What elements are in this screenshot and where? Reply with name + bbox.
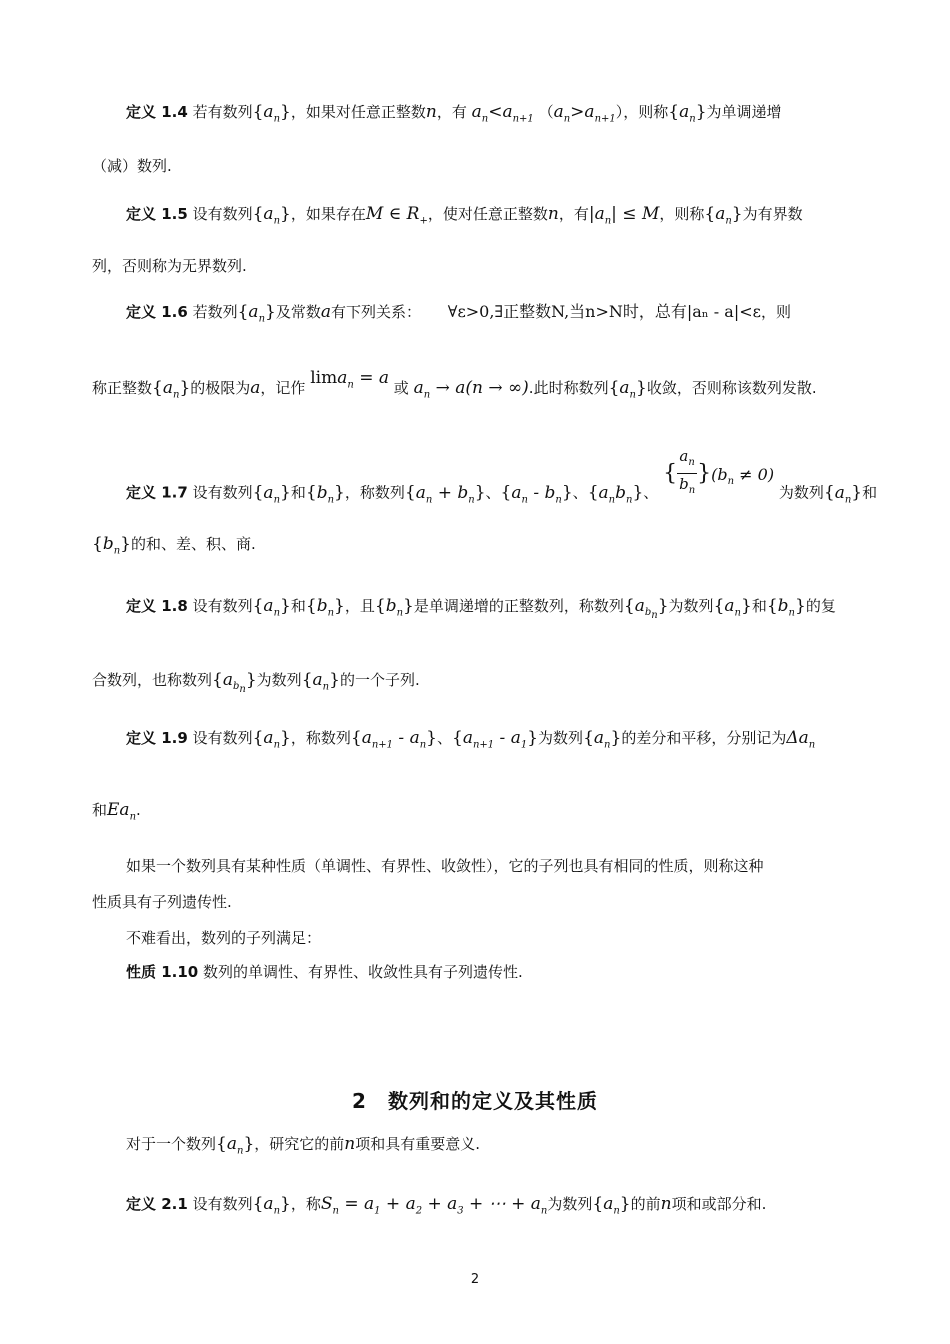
formula: $\{a_n - b_n\}$ [500,482,573,505]
def-2-1 [126,1194,766,1221]
formula: $\{a_n\}$ [301,670,340,693]
text: ，使对任意正整数 [427,205,548,223]
text: ，有 [558,205,589,223]
formula: $\{a_n\}$ [252,482,291,505]
prop-1-10 [126,962,523,982]
formula: $\Delta a_n$ [786,728,816,751]
text: 设有数列 [192,1195,253,1213]
formula: { $\frac{a_n}{b_n}$ }$(b_n \ne 0)$ [663,447,775,496]
formula: $\{a_n\}$ [608,378,647,401]
text: 和 [290,597,306,615]
text: 的一个子列. [339,671,420,689]
text: ，如果对任意正整数 [290,103,426,121]
formula: $\{a_n\}$ [237,302,276,325]
text: ，如果存在 [290,205,366,223]
formula: $\{a_n\}$ [583,728,622,751]
text: 、 [643,483,659,502]
formula: $\{a_n + b_n\}$ [404,482,486,505]
formula: n [425,102,437,122]
def-1-8-line-2 [92,670,420,700]
text: 如果一个数列具有某种性质（单调性、有界性、收敛性），它的子列也具有相同的性质，则称这种 [126,857,764,875]
text: ，研究它的前 [254,1135,345,1153]
formula: $\{a_n\}$ [713,596,752,619]
text: ，记作 [260,379,306,397]
formula: $\{a_n\}$ [668,102,707,125]
text: 为数列 [668,597,714,615]
def-1-7-line-2 [92,534,256,561]
text: 为单调递增 [706,103,782,121]
text: 若有数列 [192,103,253,121]
formula: M ∈ $R_+$ [365,204,428,227]
text: 的极限为 [190,379,251,397]
text: 的复 [805,597,836,615]
def-label: 定义 1.9 [126,729,188,747]
formula: n [660,1194,672,1214]
formula: $\{a_n\}$ [252,102,291,125]
text: 的前 [630,1195,661,1213]
text: 为数列 [778,483,824,502]
text: 有下列关系： [331,303,422,321]
formula: $a_n>a_{n+1}$ [553,102,616,125]
text: 为数列 [538,729,584,747]
section-2-intro [126,1134,480,1161]
text: ，有 [436,103,467,121]
text: ，则 [760,303,791,321]
text: ），则称 [615,103,669,121]
text: 或 [393,379,409,397]
def-label: 定义 2.1 [126,1195,188,1213]
text: 及常数 [275,303,321,321]
formula: $\{b_n\}$ [305,596,345,619]
text: 的差分和平移，分别记为 [621,729,787,747]
text: 为数列 [547,1195,593,1213]
def-1-5-line-2 [92,256,247,276]
paragraph-line-2 [92,892,232,912]
formula: $\{a_n\}$ [252,204,291,227]
formula: $\{a_n\}$ [252,1194,291,1217]
formula: $\{a_n\}$ [704,204,743,227]
def-label: 定义 1.6 [126,303,188,321]
def-1-6-line-2 [92,368,817,405]
text: 不难看出，数列的子列满足： [126,929,322,947]
formula: a [320,302,331,322]
formula: $\{a_n\}$ [592,1194,631,1217]
text: ，且 [344,597,375,615]
formula: $\{a_n\}$ [252,728,291,751]
def-1-4-line-2 [92,156,172,176]
limit-formula: lima$_n$ = a [310,368,389,391]
formula: $\{b_n\}$ [374,596,414,619]
def-1-9-line-2: 和$Ea_n$. [92,800,141,823]
formula: $\{a_n\}$ [823,482,863,505]
formula: $\{a_{b_n}\}$ [623,596,669,622]
text: 和 [290,483,306,502]
text: ，称数列 [290,729,351,747]
def-1-4-line-1 [126,102,782,129]
def-label: 定义 1.8 [126,597,188,615]
formula: $|a_n| \le M$ [588,204,660,227]
text: 和 [751,597,767,615]
def-1-9-line-1 [126,728,815,755]
formula: $\{a_{b_n}\}$ [212,670,257,696]
def-label: 定义 1.7 [126,483,188,502]
text: .此时称数列 [528,379,609,397]
text: 为数列 [256,671,302,689]
text: 和 [862,483,878,502]
formula: $a_n<a_{n+1}$ [471,102,534,125]
text: 项和具有重要意义. [355,1135,481,1153]
text: 是单调递增的正整数列，称数列 [413,597,624,615]
text: 的和、差、积、商. [131,535,256,553]
text: 数列的单调性、有界性、收敛性具有子列遗传性. [203,963,523,981]
def-1-6-line-1 [126,302,791,329]
prop-label: 性质 1.10 [126,963,199,981]
text: 对于一个数列 [126,1135,217,1153]
formula: $\{b_n\}$ [92,534,131,557]
formula: $a_n \to a(n$ → ∞) [413,378,529,401]
formula: a [250,378,261,398]
formula: $\{a_{n+1} - a_n\}$ [350,728,437,751]
formula: n [344,1134,356,1154]
text: 列，否则称为无界数列. [92,257,247,275]
limit-definition-formula: ∀ε>0,∃正整数N,当n>N时，总有|aₙ - a|<ε [447,302,761,321]
def-1-7-line-1 [126,447,878,519]
text: 合数列，也称数列 [92,671,213,689]
text: 、 [485,483,501,502]
def-label: 定义 1.4 [126,103,188,121]
text: 若数列 [192,303,238,321]
text: 设有数列 [192,729,253,747]
text: 设有数列 [192,205,253,223]
formula: $\{a_n\}$ [252,596,291,619]
text: 、 [572,483,588,502]
text: ，称 [290,1195,321,1213]
text: ，称数列 [344,483,405,502]
formula: $\{b_n\}$ [766,596,806,619]
formula: $Ea_n$ [107,800,137,823]
section-title: 2 数列和的定义及其性质 [352,1089,598,1113]
def-1-5-line-1 [126,204,803,231]
formula: $\{b_n\}$ [305,482,345,505]
paragraph-line-1 [126,856,764,876]
text: 性质具有子列遗传性. [92,893,232,911]
def-1-8-line-1 [126,596,836,626]
text: 称正整数 [92,379,153,397]
page-number: 2 [470,1272,480,1287]
text: ，则称 [659,205,705,223]
text: 设有数列 [192,597,253,615]
formula: n [547,204,559,224]
text: 设有数列 [192,483,253,502]
formula: $\{a_{n+1} - a_1\}$ [452,728,539,751]
sum-formula: $S_n = a_1 + a_2 + a_3$ + ⋯ + $a_n$ [320,1194,548,1217]
text: 项和或部分和. [671,1195,767,1213]
text: 、 [436,729,452,747]
paragraph-2 [126,928,321,948]
formula: $\{a_n\}$ [152,378,191,401]
text: 收敛，否则称该数列发散. [646,379,817,397]
text: 和 [92,801,108,819]
formula: $\{a_nb_n\}$ [587,482,644,505]
formula: $\{a_n\}$ [216,1134,255,1157]
def-label: 定义 1.5 [126,205,188,223]
text: （ [538,103,554,121]
text: （减）数列. [92,157,172,175]
text: 为有界数 [742,205,803,223]
